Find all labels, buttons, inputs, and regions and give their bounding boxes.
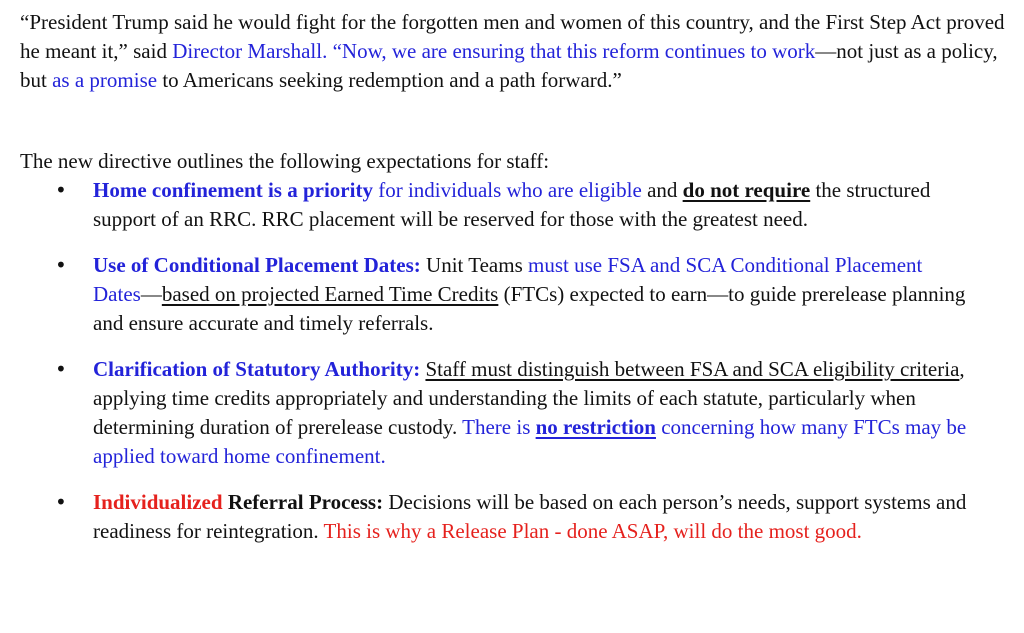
item-text-blue: concerning how many FTCs may be applied toward home confinement. [93, 415, 967, 468]
item-text: , applying time credits appropriately and understanding the limits of each statute, particularly when determining duration of prerelease custody. [93, 357, 965, 439]
item-heading: Clarification of Statutory Authority: [93, 357, 421, 381]
bullet-icon: • [55, 357, 67, 381]
item-heading: Home confinement is a priority [93, 178, 373, 202]
item-text: Decisions will be based on each person’s needs, support systems and readiness for reintegration. [93, 490, 967, 543]
speaker-name: Director Marshall. [172, 39, 328, 63]
quote-text-3: —not just as a policy, but [20, 39, 998, 92]
directive-intro: The new directive outlines the following expectations for staff: [20, 149, 550, 173]
item-text: the structured support of an RRC. RRC placement will be reserved for those with the greatest need. [93, 178, 931, 231]
list-item-referral-process [0, 488, 973, 546]
quote-text-1: “President Trump said he would fight for the forgotten men and women of this country, and the First Step Act proved he meant it,” said [20, 10, 1005, 63]
item-heading: Use of Conditional Placement Dates: [93, 253, 421, 277]
item-emphasis: no restriction [535, 415, 656, 439]
item-text-blue: for individuals who are eligible [372, 178, 642, 202]
list-item-statutory-authority [0, 355, 973, 471]
item-underlined: Staff must distinguish between FSA and SCA eligibility criteria [425, 357, 960, 381]
item-text-blue: There is [462, 415, 536, 439]
item-heading: Referral Process: [222, 490, 384, 514]
list-item-home-confinement [0, 176, 973, 234]
bullet-icon: • [55, 490, 67, 514]
bullet-icon: • [55, 178, 67, 202]
quote-highlight-1: “Now, we are ensuring that this reform continues to work [332, 39, 816, 63]
item-text-blue: must use FSA and SCA Conditional Placement Dates [93, 253, 923, 306]
item-text: and [641, 178, 683, 202]
quote-text-4: to Americans seeking redemption and a path forward.” [157, 68, 622, 92]
item-text-red: This is why a Release Plan - done ASAP, will do the most good. [323, 519, 862, 543]
quote-highlight-2: as a promise [52, 68, 158, 92]
item-underlined: based on projected Earned Time Credits [161, 282, 499, 306]
item-text: Unit Teams [420, 253, 529, 277]
item-text: — [140, 282, 162, 306]
bullet-icon: • [55, 253, 67, 277]
item-heading-red: Individualized [93, 490, 223, 514]
item-emphasis: do not require [682, 178, 811, 202]
quote-paragraph [20, 8, 1010, 95]
expectations-list [0, 176, 1010, 563]
list-item-conditional-placement [0, 251, 973, 338]
item-text: (FTCs) expected to earn—to guide prerelease planning and ensure accurate and timely referrals. [93, 282, 966, 335]
